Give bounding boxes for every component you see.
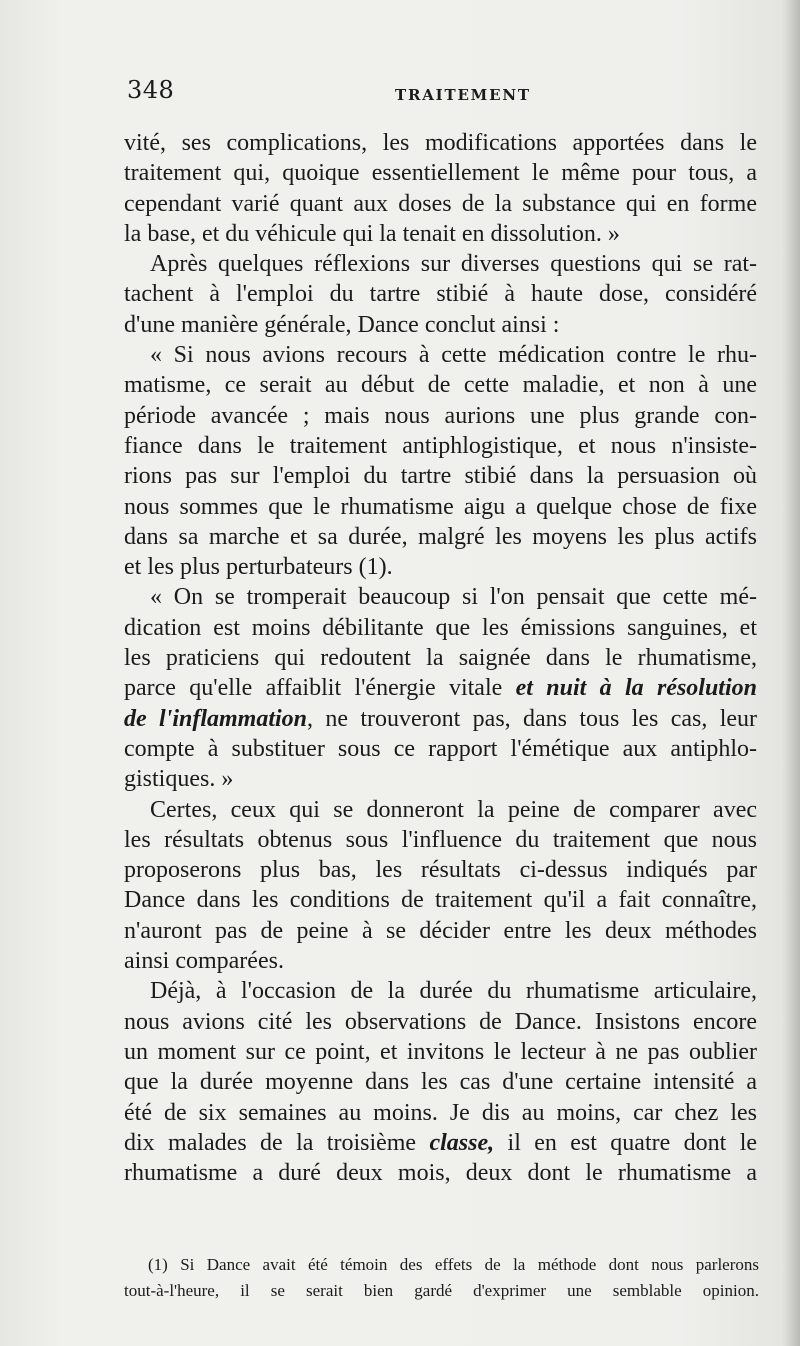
- text-line: Après quelques réflexions sur diverses questions qui se rat-: [150, 251, 757, 278]
- text-line: fiance dans le traitement antiphlogistique, et nous n'insiste-: [124, 432, 757, 459]
- text-line: un moment sur ce point, et invitons le lecteur à ne pas oublier: [124, 1038, 757, 1065]
- text-line: « On se tromperait beaucoup si l'on pensait que cette mé-: [150, 584, 757, 611]
- text-line: que la durée moyenne dans les cas d'une certaine intensité a: [124, 1069, 757, 1096]
- text-line: [124, 1128, 757, 1158]
- text-line: tachent à l'emploi du tartre stibié à haute dose, considéré: [124, 281, 757, 308]
- text-line: d'une manière générale, Dance conclut ainsi :: [124, 311, 560, 338]
- text-line: proposerons plus bas, les résultats ci-dessus indiqués par: [124, 857, 757, 884]
- text-line: « Si nous avions recours à cette médication contre le rhu-: [150, 342, 757, 369]
- page-gutter-shadow: [782, 0, 800, 1346]
- text-segment: , ne trouveront pas, dans tous les cas, leur: [307, 705, 758, 732]
- running-title: TRAITEMENT: [395, 86, 531, 104]
- text-segment: parce qu'elle affaiblit l'énergie vitale: [124, 675, 503, 702]
- text-line: rions pas sur l'emploi du tartre stibié dans la persuasion où: [124, 463, 757, 490]
- text-line: Dance dans les conditions de traitement qu'il a fait connaître,: [124, 887, 757, 914]
- text-line: traitement qui, quoique essentiellement le même pour tous, a: [124, 160, 757, 187]
- text-line: nous sommes que le rhumatisme aigu a quelque chose de fixe: [124, 493, 757, 520]
- text-segment: il en est quatre dont le: [507, 1129, 758, 1156]
- text-line: dans sa marche et sa durée, malgré les moyens les plus actifs: [124, 523, 757, 550]
- italic-phrase: classe,: [429, 1129, 495, 1156]
- page-number: 348: [127, 76, 175, 104]
- text-line: et les plus perturbateurs (1).: [124, 554, 393, 581]
- text-line: Certes, ceux qui se donneront la peine de comparer avec: [150, 796, 757, 823]
- text-line: nous avions cité les observations de Dance. Insistons encore: [124, 1008, 757, 1035]
- text-line: n'auront pas de peine à se décider entre les deux méthodes: [124, 917, 757, 944]
- text-line: cependant varié quant aux doses de la substance qui en forme: [124, 190, 757, 217]
- page-header: [127, 76, 747, 110]
- footnote: [124, 1252, 759, 1304]
- text-line: gistiques. »: [124, 766, 234, 793]
- text-line: dication est moins débilitante que les émissions sanguines, et: [124, 614, 757, 641]
- text-line: période avancée ; mais nous aurions une plus grande con-: [124, 402, 757, 429]
- text-line: Déjà, à l'occasion de la durée du rhumatisme articulaire,: [150, 978, 757, 1005]
- text-line: les praticiens qui redoutent la saignée dans le rhumatisme,: [124, 645, 757, 672]
- text-line: ainsi comparées.: [124, 948, 284, 975]
- italic-phrase: de l'inflammation: [124, 705, 308, 732]
- text-line: été de six semaines au moins. Je dis au moins, car chez les: [124, 1099, 757, 1126]
- text-line: [124, 704, 757, 734]
- text-line: matisme, ce serait au début de cette maladie, et non à une: [124, 372, 757, 399]
- footnote-line: tout-à-l'heure, il se serait bien gardé d'exprimer une semblable opinion.: [124, 1281, 759, 1300]
- text-line: la base, et du véhicule qui la tenait en dissolution. »: [124, 220, 620, 247]
- text-line: compte à substituer sous ce rapport l'émétique aux antiphlo-: [124, 735, 757, 762]
- italic-phrase: et nuit à la résolution: [515, 675, 757, 702]
- text-segment: dix malades de la troisième: [124, 1129, 417, 1156]
- text-line: les résultats obtenus sous l'influence du traitement que nous: [124, 826, 757, 853]
- text-line: [124, 673, 757, 703]
- text-line: vité, ses complications, les modifications apportées dans le: [124, 130, 757, 156]
- body-text: [124, 128, 757, 1188]
- text-line: rhumatisme a duré deux mois, deux dont le rhumatisme a: [124, 1160, 757, 1187]
- footnote-line: (1) Si Dance avait été témoin des effets de la méthode dont nous parlerons: [148, 1255, 759, 1274]
